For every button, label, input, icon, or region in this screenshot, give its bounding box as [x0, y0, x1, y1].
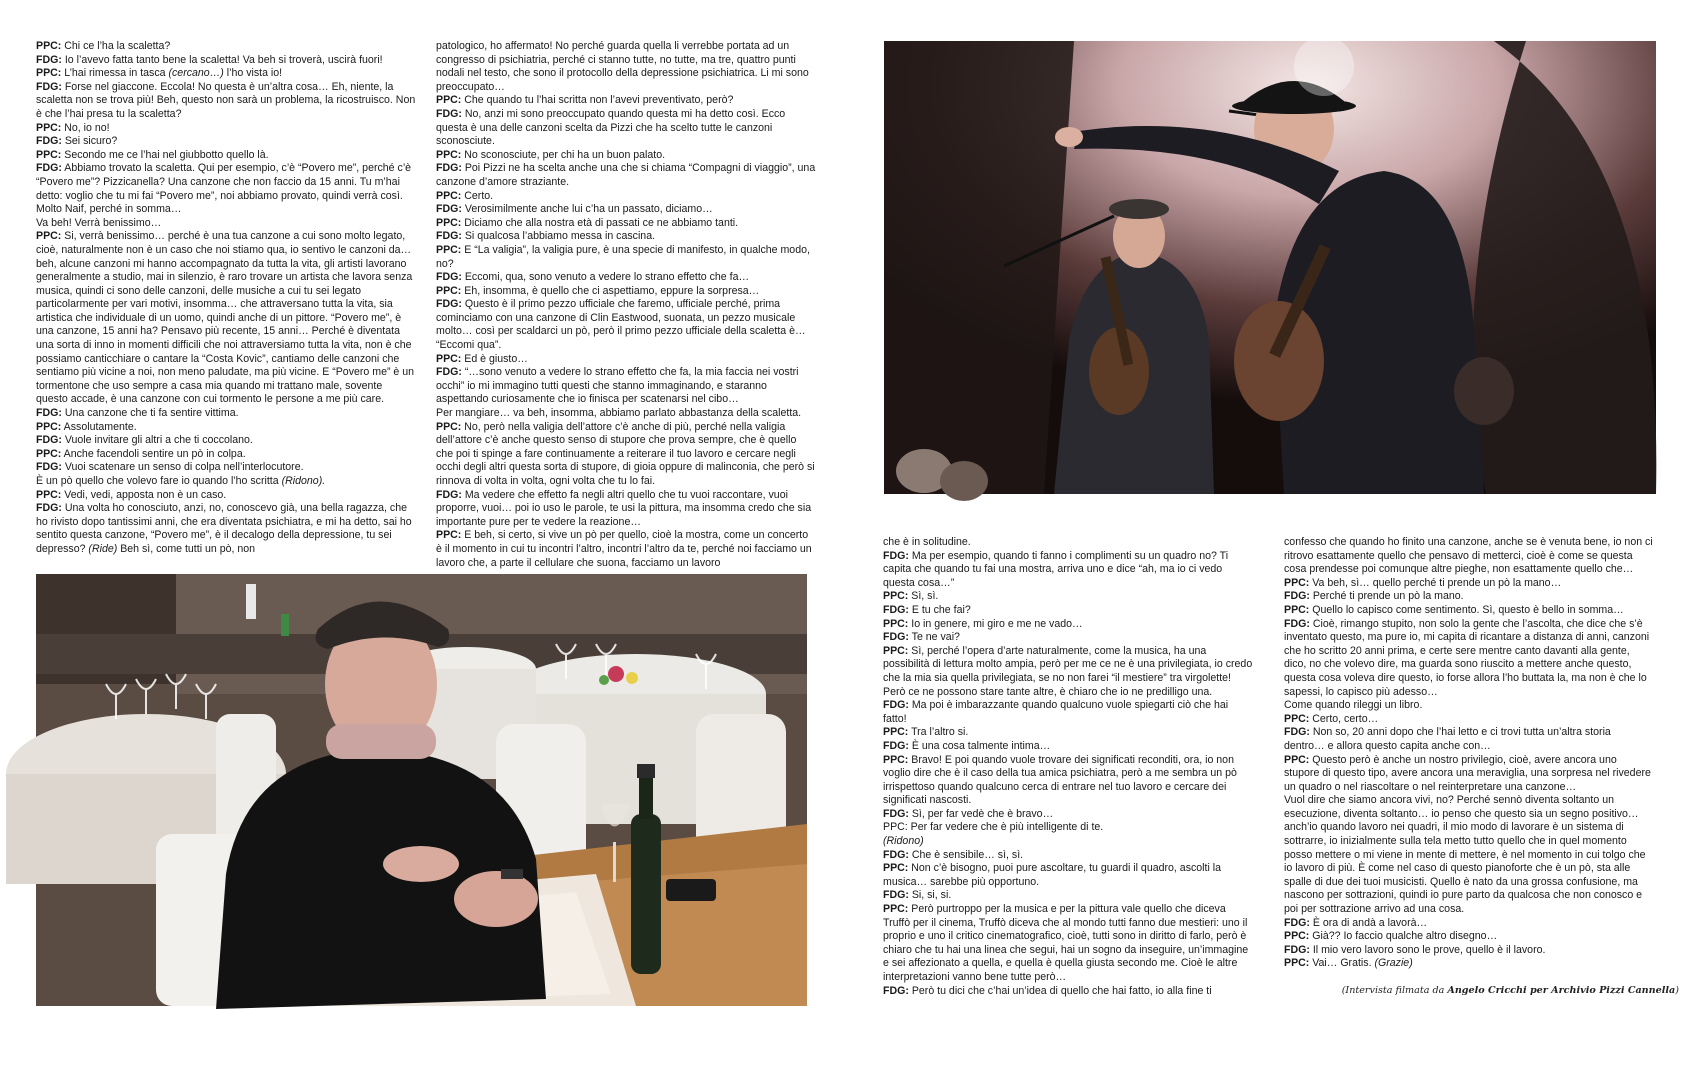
speaker-label: FDG: [883, 848, 909, 861]
speaker-label: FDG: [36, 80, 62, 93]
speaker-label: FDG: [1284, 943, 1310, 956]
stage-direction: (Ride) [88, 542, 118, 555]
transcript-line [1284, 917, 1654, 931]
line-text: Vedi, vedi, apposta non è un caso. [61, 488, 227, 501]
line-text: Sì, sì. [908, 590, 939, 603]
transcript-line [36, 434, 416, 448]
line-text: E tu che fai? [908, 603, 971, 616]
line-text: Te ne vai? [908, 631, 960, 644]
line-text: PPC: Per far vedere che è più intelligente di te. [883, 821, 1104, 834]
speaker-label: PPC: [36, 67, 62, 80]
speaker-label: FDG: [883, 807, 909, 820]
transcript-line [36, 149, 416, 163]
transcript-line [883, 726, 1253, 740]
line-text: E “La valigia”, la valigia pure, è una specie di manifesto, in qualche modo, no? [436, 243, 810, 270]
speaker-label: PPC: [436, 284, 462, 297]
line-text: Una volta ho conosciuto, anzi, no, conoscevo già, una bella ragazza, che ho rivisto dopo tantissimi anni, che era diventata psichiatra, e mi ha detto, sai ho sentito questa canzone, “Povero me”, è il decalogo della depressione, tu sei depresso? [36, 502, 412, 555]
line-text: Io in genere, mi giro e me ne vado… [908, 617, 1083, 630]
transcript-line [36, 230, 416, 407]
line-text: Anche facendoli sentire un pò in colpa. [61, 447, 246, 460]
speaker-label: PPC: [883, 644, 909, 657]
line-text: Io l’avevo fatta tanto bene la scaletta! Va beh si troverà, uscirà fuori! [61, 53, 383, 66]
line-text: E beh, si certo, si vive un pò per quello, cioè la mostra, come un concerto è il momento in cui tu incontri l’altro, incontri l’altro da te, perché noi facciamo un lavoro che, a parte il cellulare che suona, facciamo un lavoro [436, 529, 812, 569]
line-text: Sì, per far vedè che è bravo… [908, 807, 1054, 820]
speaker-label: PPC: [883, 862, 909, 875]
speaker-label: PPC: [436, 148, 462, 161]
transcript-line [883, 536, 1253, 550]
line-text: Assolutamente. [61, 420, 137, 433]
line-text: Chi ce l’ha la scaletta? [61, 40, 171, 52]
line-text: Vuoi scatenare un senso di colpa nell’interlocutore. [61, 461, 304, 474]
transcript-line [436, 529, 816, 570]
line-text: Tra l’altro si. [908, 726, 969, 739]
speaker-label: FDG: [436, 488, 462, 501]
transcript-line [1284, 794, 1654, 916]
line-text-continued: Beh sì, come tutti un pò, non [117, 542, 256, 555]
speaker-label: PPC: [1284, 712, 1310, 725]
speaker-label: PPC: [36, 230, 62, 243]
line-text: È ora di andà a lavorà… [1309, 916, 1428, 929]
speaker-label: FDG: [36, 407, 62, 420]
line-text: Cioè, rimango stupito, non solo la gente che l’ascolta, che dice che s’è inventato questo, ma pure io, mi capita di ricantare a distanza di anni, canzoni che ho scritto 20 anni prima, e certe sere mentre canto davanti alla gente, dico, no che volevo dire, ma guarda sono riuscito a mettere anche questo, questa cosa voleva dire questo, io forse allora l’ho buttata la, ma non è che lo sapessi, lo capisco più adesso… [1284, 617, 1650, 698]
transcript-line [436, 162, 816, 189]
left-page [0, 0, 847, 1077]
left-column-2 [436, 40, 816, 569]
line-text: Certo, certo… [1309, 712, 1379, 725]
transcript-line [883, 889, 1253, 903]
speaker-label: PPC: [436, 529, 462, 542]
transcript-line [36, 67, 416, 81]
transcript-line [36, 54, 416, 68]
transcript-line [436, 190, 816, 204]
stage-direction: (cercano…) [168, 67, 224, 80]
transcript-line [1284, 699, 1654, 713]
transcript-line [36, 40, 416, 54]
line-text: Però tu dici che c’hai un’idea di quello che hai fatto, io alla fine ti [908, 984, 1212, 997]
transcript-line [1284, 713, 1654, 727]
line-text: Questo è il primo pezzo ufficiale che faremo, ufficiale perché, prima cominciamo con una canzone di Clin Eastwood, suonata, un pezzo musicale molto… così per scaldarci un pò, però il primo pezzo ufficiale della scaletta è… “Eccomi qua”. [436, 298, 806, 352]
line-text: Per mangiare… va beh, insomma, abbiamo parlato abbastanza della scaletta. [436, 407, 802, 420]
speaker-label: PPC: [883, 753, 909, 766]
transcript-line [1284, 726, 1654, 753]
line-text: Che è sensibile… sì, sì. [908, 848, 1024, 861]
line-text: Va beh, sì… quello perché ti prende un pò la mano… [1309, 576, 1562, 589]
transcript-line [36, 162, 416, 216]
speaker-label: FDG: [883, 603, 909, 616]
speaker-label: PPC: [36, 40, 62, 52]
line-text: Non so, 20 anni dopo che l’hai letto e ci trovi tutta un’altra storia dentro… e allora questo capita anche con… [1284, 726, 1611, 752]
transcript-line [883, 808, 1253, 822]
speaker-label: FDG: [1284, 726, 1310, 739]
speaker-label: PPC: [36, 447, 62, 460]
speaker-label: FDG: [36, 461, 62, 474]
line-text: No sconosciute, per chi ha un buon palato. [461, 148, 666, 161]
speaker-label: FDG: [36, 135, 62, 148]
transcript-line [36, 461, 416, 475]
speaker-label: PPC: [436, 352, 462, 365]
transcript-line [1284, 944, 1654, 958]
speaker-label: PPC: [436, 216, 462, 229]
line-text: “…sono venuto a vedere lo strano effetto che fa, la mia faccia nei vostri occhi” io mi immagino tutti questi che stanno immaginando, e staranno aspettando curiosamente che io finisca per scatenarsi nel cibo… [436, 366, 799, 406]
transcript-line [436, 230, 816, 244]
line-text: Eccomi, qua, sono venuto a vedere lo strano effetto che fa… [461, 271, 750, 284]
line-text: Abbiamo trovato la scaletta. Qui per esempio, c’è “Povero me”, perché c’è “Povero me”? Pizzicanella? Una canzone che non faccio da 15 anni. Tu m’hai detto: voglio che tu mi fai “Povero me”, noi abbiamo provato, quindi verrà così. Molto Naif, perché in somma… [36, 162, 412, 216]
transcript-line [36, 421, 416, 435]
credit-suffix: ) [1675, 985, 1679, 996]
photo-concert-illustration [884, 41, 1656, 494]
line-text: Già?? Io faccio qualche altro disegno… [1309, 930, 1498, 943]
transcript-line [436, 203, 816, 217]
line-text: Diciamo che alla nostra età di passati ce ne abbiamo tanti. [461, 216, 739, 229]
speaker-label: PPC: [36, 488, 62, 501]
transcript-line [36, 122, 416, 136]
stage-direction: (Grazie) [1374, 957, 1413, 970]
line-text: Poi Pizzi ne ha scelta anche una che si chiama “Compagni di viaggio”, una canzone d’amore straziante. [436, 162, 816, 188]
speaker-label: FDG: [36, 502, 62, 515]
transcript-line [883, 821, 1253, 835]
speaker-label: FDG: [36, 162, 62, 175]
speaker-label: PPC: [1284, 576, 1310, 589]
transcript-line [883, 618, 1253, 632]
right-column-1 [883, 536, 1253, 1006]
line-text: confesso che quando ho finito una canzone, anche se è venuta bene, io non ci ritrovo esattamente quello che pensavo di metterci, cioè è come se questa cosa prendesse poi comunque altre pieghe, non esattamente quello che… [1284, 536, 1653, 576]
line-text: Sì, perché l’opera d’arte naturalmente, come la musica, ha una possibilità di lettura molto ampia, però per me ce ne è una privilegiata, io credo che la mia sia quella privilegiata, se no non farei “il mestiere” tra virgolette! Però ce ne possono stare tante altre, è chiaro che io ne predilligo una. [883, 644, 1253, 698]
transcript-line [436, 353, 816, 367]
transcript-line [36, 135, 416, 149]
line-text: Sei sicuro? [61, 135, 118, 148]
speaker-label: FDG: [436, 298, 462, 311]
line-text: Secondo me ce l’hai nel giubbotto quello là. [61, 148, 269, 161]
speaker-label: FDG: [436, 230, 462, 243]
line-text: L’hai rimessa in tasca [61, 67, 169, 80]
line-text: È un pò quello che volevo fare io quando l’ho scritta [36, 475, 282, 487]
speaker-label: FDG: [436, 366, 462, 379]
transcript-line [1284, 754, 1654, 795]
photo-artist-illustration [36, 574, 807, 1006]
stage-direction: (Ridono). [281, 475, 326, 487]
line-text: Che quando tu l’hai scritta non l’avevi preventivato, però? [461, 94, 734, 107]
speaker-label: FDG: [436, 271, 462, 284]
transcript-line [1284, 590, 1654, 604]
line-text: Certo. [461, 189, 494, 202]
speaker-label: FDG: [883, 631, 909, 644]
line-text: Forse nel giaccone. Eccola! No questa è un’altra cosa… Eh, niente, la scaletta non se trova più! Beh, questo non sarà un problema, la ricostruisco. Non è che l’hai presa tu la scaletta? [36, 80, 416, 120]
transcript-line [36, 217, 416, 231]
line-text: Come quando rileggi un libro. [1284, 699, 1423, 712]
speaker-label: FDG: [36, 53, 62, 66]
line-text: Bravo! E poi quando vuole trovare dei significati reconditi, ora, io non voglio dire che è il caso della tua amica psichiatra, però a me sembra un pò irrispettoso quando qualcuno cerca di entrare nel tuo lavoro e cercare dei significati nascosti. [883, 753, 1237, 807]
line-text: Verosimilmente anche lui c’ha un passato, diciamo… [461, 203, 713, 216]
transcript-line [436, 271, 816, 285]
transcript-line [883, 550, 1253, 591]
speaker-label: PPC: [36, 121, 62, 134]
line-text: Eh, insomma, è quello che ci aspettiamo, eppure la sorpresa… [461, 284, 760, 297]
transcript-line [1284, 618, 1654, 700]
transcript-line [36, 489, 416, 503]
photo-artist-drawing-at-table [36, 574, 807, 1006]
transcript-line [36, 81, 416, 122]
speaker-label: PPC: [1284, 603, 1310, 616]
speaker-label: PPC: [1284, 930, 1310, 943]
line-text: No, io no! [61, 121, 110, 134]
transcript-line [36, 448, 416, 462]
transcript-line [1284, 536, 1654, 577]
line-text: Ma per esempio, quando ti fanno i complimenti su un quadro no? Ti capita che quando tu fai una mostra, arriva uno e dice “ah, ma io ci vedo questa cosa…” [883, 549, 1229, 589]
speaker-label: FDG: [436, 107, 462, 120]
speaker-label: PPC: [436, 94, 462, 107]
line-text: Ed è giusto… [461, 352, 528, 365]
speaker-label: PPC: [436, 243, 462, 256]
transcript-line [436, 94, 816, 108]
line-text: Perché ti prende un pò la mano. [1309, 590, 1464, 603]
transcript-line [436, 489, 816, 530]
line-text: Si qualcosa l’abbiamo messa in cascina. [461, 230, 656, 243]
credit-name: Angelo Cricchi per Archivio Pizzi Cannella [1447, 985, 1676, 996]
photo-credit [1324, 985, 1679, 996]
photo-concert-performers [884, 41, 1656, 494]
transcript-line [883, 835, 1253, 849]
speaker-label: PPC: [36, 420, 62, 433]
line-text: Vai… Gratis. [1309, 957, 1375, 970]
transcript-line [1284, 604, 1654, 618]
transcript-line [1284, 577, 1654, 591]
transcript-line [36, 475, 416, 489]
transcript-line [883, 699, 1253, 726]
speaker-label: FDG: [883, 889, 909, 902]
transcript-line [36, 502, 416, 556]
credit-prefix: (Intervista filmata da [1341, 985, 1448, 996]
line-text-continued: l’ho vista io! [223, 67, 283, 80]
transcript-line [883, 903, 1253, 985]
speaker-label: FDG: [1284, 590, 1310, 603]
speaker-label: PPC: [883, 617, 909, 630]
speaker-label: FDG: [36, 434, 62, 447]
speaker-label: PPC: [883, 903, 909, 916]
stage-direction: (Ridono) [883, 835, 924, 848]
transcript-line [436, 149, 816, 163]
transcript-line [436, 40, 816, 94]
line-text: che è in solitudine. [883, 536, 971, 548]
speaker-label: PPC: [36, 148, 62, 161]
speaker-label: PPC: [1284, 957, 1310, 970]
line-text: Vuole invitare gli altri a che ti coccolano. [61, 434, 253, 447]
speaker-label: FDG: [436, 203, 462, 216]
speaker-label: PPC: [1284, 753, 1310, 766]
left-column-1 [36, 40, 416, 560]
speaker-label: FDG: [883, 984, 909, 997]
transcript-line [883, 740, 1253, 754]
line-text: Ma vedere che effetto fa negli altri quello che tu vuoi raccontare, vuoi proporre, vuoi… poi io uso le parole, te usi la pittura, ma insomma credo che sia importante pure per te vedere la reazione… [436, 488, 812, 528]
transcript-line [436, 366, 816, 407]
transcript-line [883, 985, 1253, 999]
transcript-line [436, 244, 816, 271]
speaker-label: FDG: [883, 699, 909, 712]
transcript-line [883, 754, 1253, 808]
right-column-2 [1284, 536, 1654, 970]
speaker-label: PPC: [436, 420, 462, 433]
line-text: È una cosa talmente intima… [908, 739, 1051, 752]
transcript-line [436, 407, 816, 421]
transcript-line [883, 631, 1253, 645]
line-text: Si, verrà benissimo… perché è una tua canzone a cui sono molto legato, cioè, naturalmente non è un caso che noi stiamo qua, io sentivo le canzoni da… beh, alcune canzoni mi hanno accompagnato da tutta la vita, gli artisti lavorano generalmente a studio, mai in silenzio, è raro trovare un artista che lavora senza musica, quindi ci sono delle canzoni, delle musiche a cui tu sei legato particolarmente per vari motivi, insomma… che attraversano tutta la vita, sia artistica che individuale di un uomo, quindi anche di un pittore. “Povero me”, è una canzone, 15 anni ha? Pensavo più recente, 15 anni… Perché è diventata una sorta di inno in momenti difficili che noi attraversiamo tutta la vita, non è che possiamo canticchiare o cantare la “Costa Kovic”, cantiamo delle canzoni che sentiamo più vicine a noi, non meno paludate, ma più vicine. E “Povero me” è un tormentone che uso sempre a casa mia quando mi trattano male, sovente questo accade, è una canzone con cui tormento le persone a me più care. [36, 230, 415, 406]
speaker-label: FDG: [883, 549, 909, 562]
speaker-label: PPC: [883, 590, 909, 603]
transcript-line [436, 298, 816, 352]
transcript-line [1284, 930, 1654, 944]
speaker-label: FDG: [436, 162, 462, 175]
speaker-label: FDG: [1284, 916, 1310, 929]
transcript-line [36, 407, 416, 421]
transcript-line [883, 849, 1253, 863]
speaker-label: FDG: [1284, 617, 1310, 630]
transcript-line [1284, 957, 1654, 971]
line-text: Il mio vero lavoro sono le prove, quello è il lavoro. [1309, 943, 1546, 956]
line-text: Vuol dire che siamo ancora vivi, no? Perché sennò diventa soltanto un esecuzione, diventa soltanto… io penso che questo sia un segno positivo… anch’io quando lavoro nei quadri, il mio modo di lavorare è un sistema di sottrarre, io inizialmente sulla tela metto tutto quello che in quel momento posso mettere o mi viene in mente di mettere, è nel momento in cui tolgo che io lavoro di più. È come nel caso di questo pianoforte che è un pò, sta alle spalle di due dei tuoi musicisti. Quello è nato da una grossa confusione, ma nascono per sottrazioni, quindi io pure parto da qualcosa che non conosco e poi per sottrazione arrivo ad una cosa. [1284, 794, 1646, 916]
line-text: No, però nella valigia dell’attore c’è anche di più, perché nella valigia dell’attore c’è anche questo senso di stupore che prova sempre, che è quello che poi ti spinge a fare continuamente a reiterare il tuo lavoro e cercare negli occhi degli altri questa sorta di stupore, di gioia oppure di malinconia, che però si rinnova di volta in volta, ogni volta che tu lo fai. [436, 420, 815, 487]
line-text: Quello lo capisco come sentimento. Sì, questo è bello in somma… [1309, 603, 1624, 616]
line-text: Va beh! Verrà benissimo… [36, 216, 162, 229]
right-page [848, 0, 1695, 1077]
transcript-line [436, 421, 816, 489]
transcript-line [436, 217, 816, 231]
line-text: Non c’è bisogno, puoi pure ascoltare, tu guardi il quadro, ascolti la musica… sarebbe più opportuno. [883, 862, 1222, 888]
line-text: No, anzi mi sono preoccupato quando questa mi ha detto così. Ecco questa è una delle canzoni scelta da Pizzi che ha scelto tutte le canzoni sconosciute. [436, 107, 786, 148]
transcript-line [883, 862, 1253, 889]
speaker-label: FDG: [883, 739, 909, 752]
transcript-line [883, 645, 1253, 699]
transcript-line [883, 604, 1253, 618]
speaker-label: PPC: [883, 726, 909, 739]
line-text: Però purtroppo per la musica e per la pittura vale quello che diceva Truffò per il cinema, Truffò diceva che al mondo tutti fanno due mestieri: uno il proprio e uno il critico cinematografico, cioè, tutti sono in diritto di farlo, però è chiaro che tu hai una linea che segui, hai un sogno da inseguire, un’immagine e sei affezionato a quella, e quella è quella giusta secondo me. Cioè le altre interpretazioni vanno bene tutte però… [883, 903, 1249, 983]
line-text: Una canzone che ti fa sentire vittima. [61, 407, 239, 420]
transcript-line [883, 590, 1253, 604]
transcript-line [436, 285, 816, 299]
transcript-line [436, 108, 816, 149]
line-text: Ma poi è imbarazzante quando qualcuno vuole spiegarti ciò che hai fatto! [883, 699, 1229, 725]
speaker-label: PPC: [436, 189, 462, 202]
line-text: Questo però è anche un nostro privilegio, cioè, avere ancora uno stupore di questo tipo, avere ancora una meraviglia, una sorpresa nel rivedere un quadro o nel riascoltare o nel reinterpretare una canzone… [1284, 753, 1651, 793]
line-text: Si, si, si. [908, 889, 952, 902]
line-text: patologico, ho affermato! No perché guarda quella li verrebbe portata ad un congresso di psichiatria, perché ci stanno tutte, no tutte, ma tre, quattro punti nodali nel testo, che sono il protocollo della depressione psichiatrica. Li mi sono preoccupato… [436, 40, 809, 93]
